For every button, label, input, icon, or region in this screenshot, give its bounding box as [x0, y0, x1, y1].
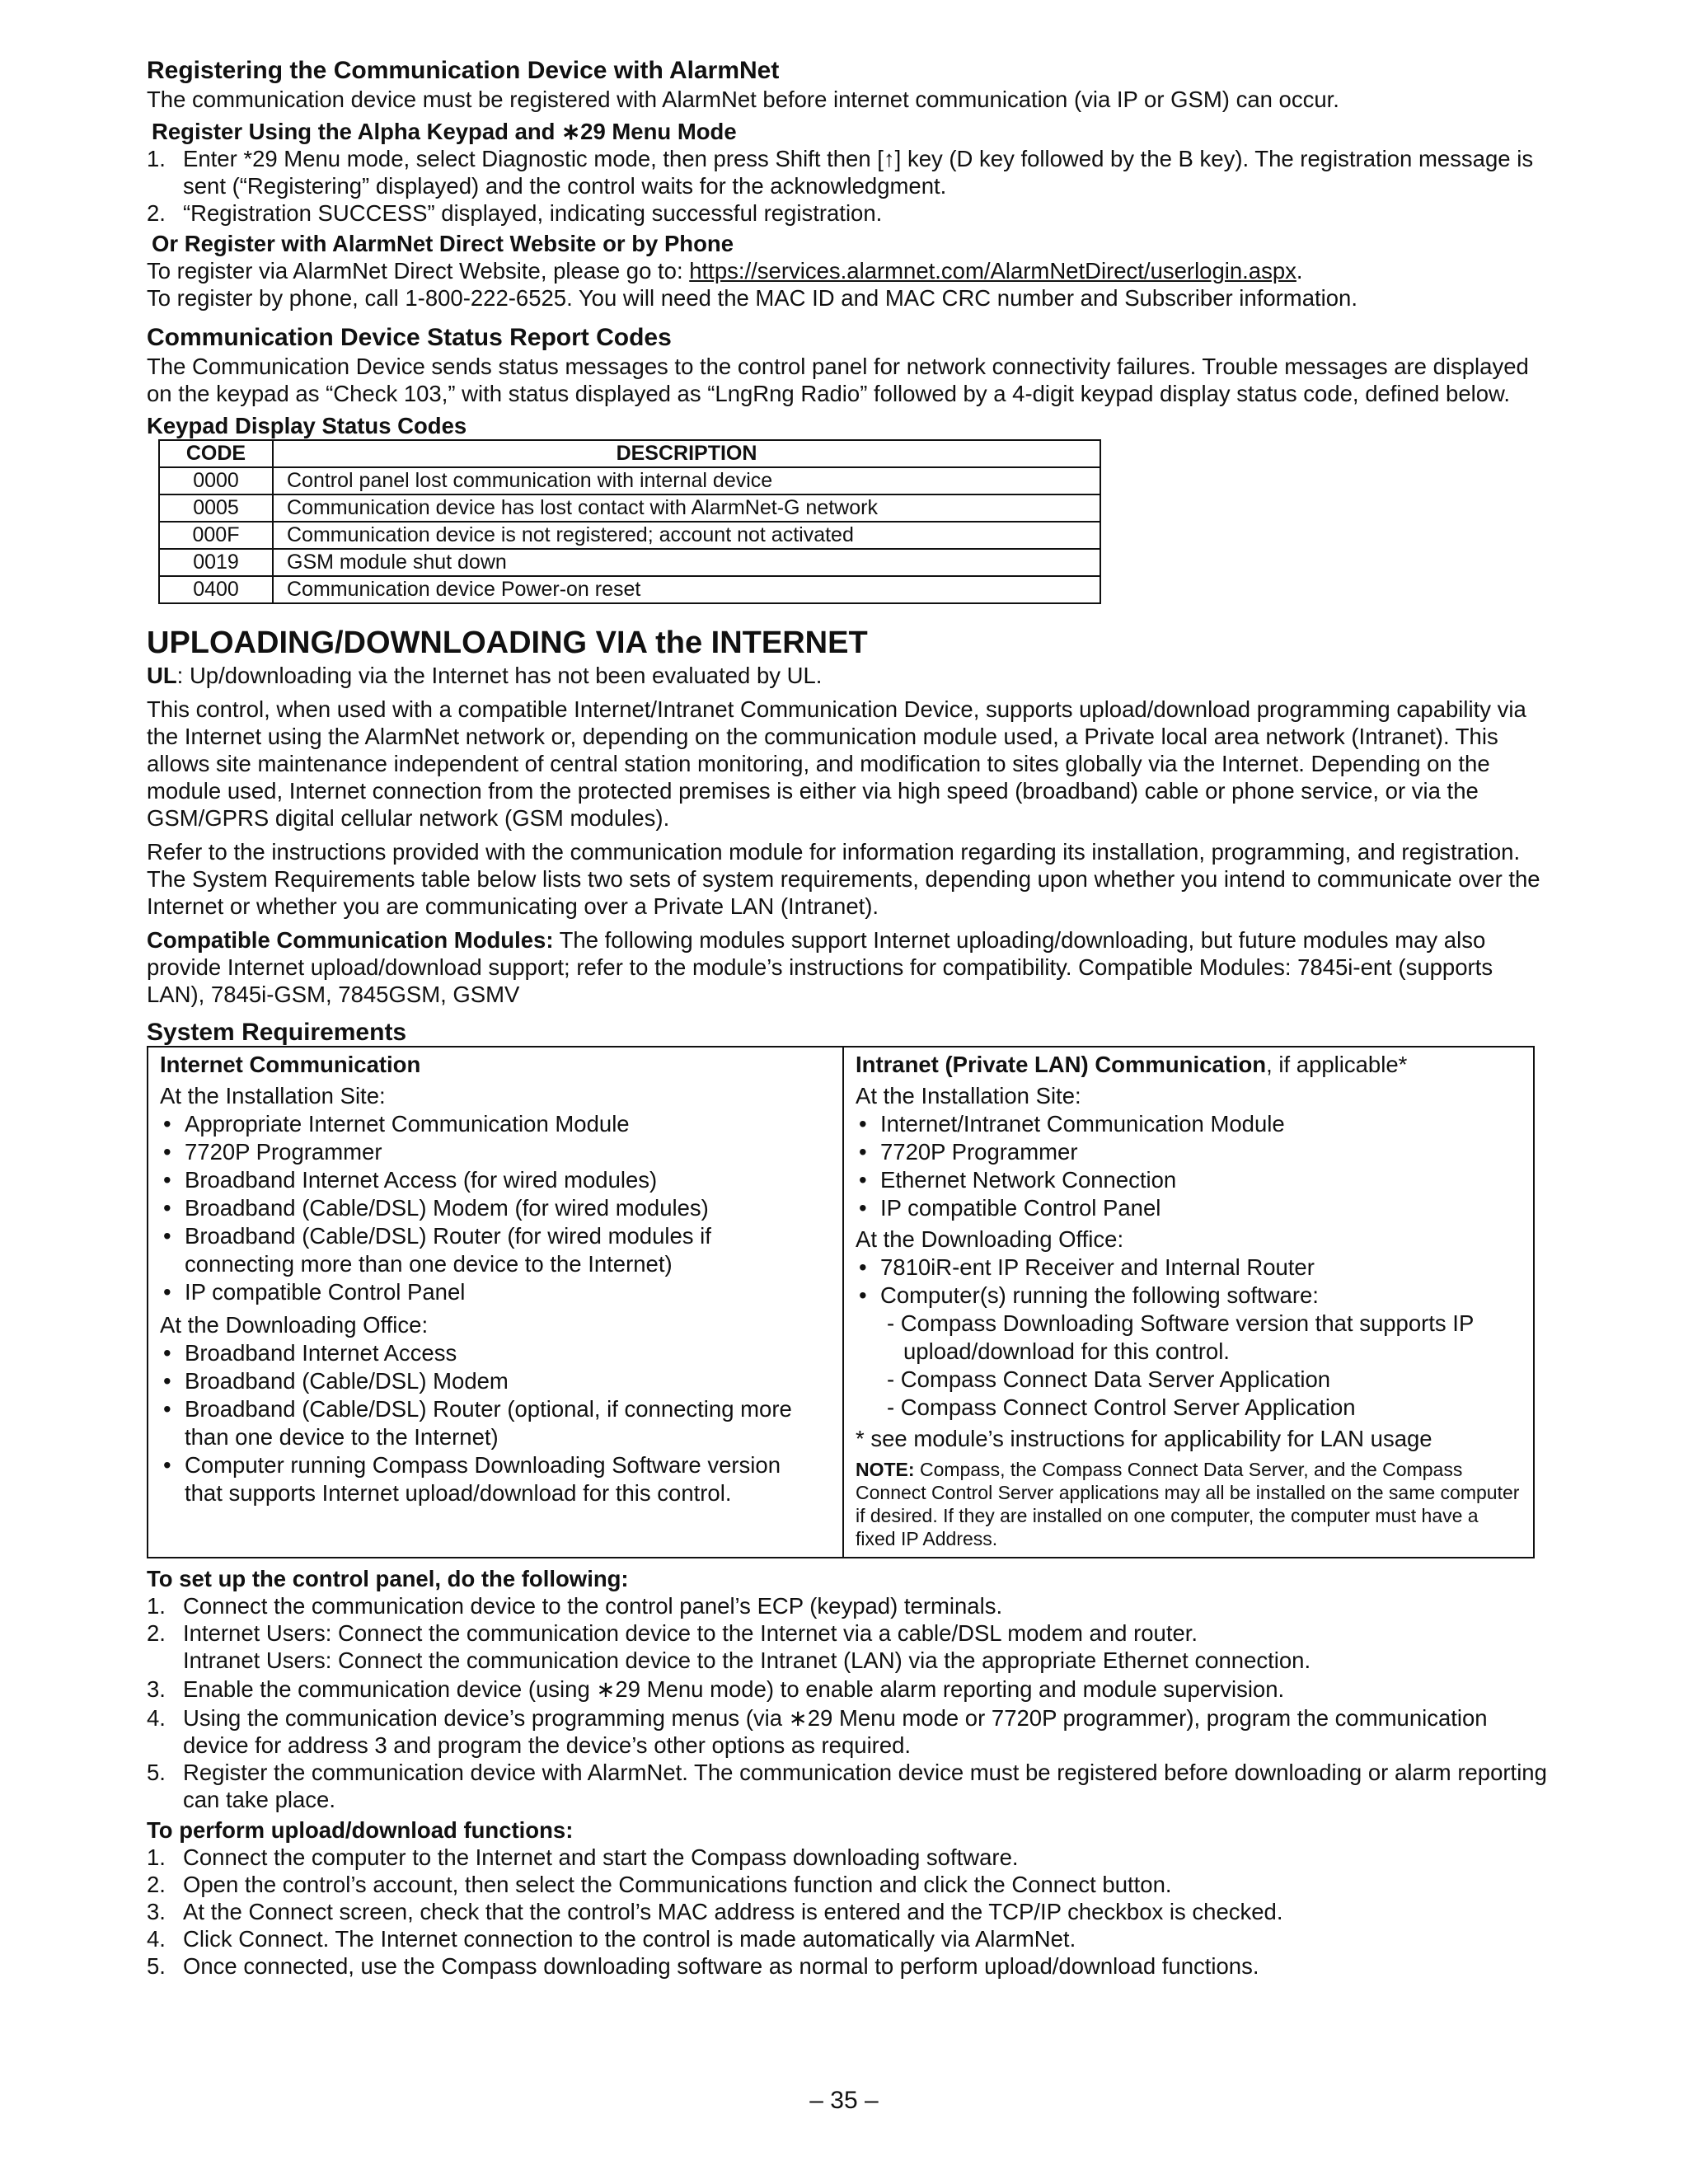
list-item: • Broadband (Cable/DSL) Router (for wired modules if connecting more than one device to the Internet): [160, 1222, 831, 1278]
keypad-codes-title: Keypad Display Status Codes: [147, 413, 467, 438]
web-register-text: To register via AlarmNet Direct Website, please go to: https://services.alarmnet.com/AlarmNetDirect/userlogin.aspx.: [147, 258, 1303, 284]
software-item: - Compass Connect Control Server Application: [887, 1394, 1356, 1420]
internet-site-label: At the Installation Site:: [160, 1083, 386, 1108]
table-row: 0005 Communication device has lost contact with AlarmNet-G network: [159, 494, 1100, 522]
phone-register-text: To register by phone, call 1-800-222-6525. You will need the MAC ID and MAC CRC number and Subscriber information.: [147, 285, 1357, 311]
description-column-header: DESCRIPTION: [273, 440, 1100, 467]
list-item: 2. Internet Users: Connect the communication device to the Internet via a cable/DSL modem and router. Intranet Users: Connect the communication device to the Intranet (LAN) via the appropriate Ethernet connection.: [147, 1620, 1311, 1673]
software-item: - Compass Downloading Software version that supports IP upload/download for this control.: [887, 1310, 1474, 1364]
compass-note: NOTE: Compass, the Compass Connect Data Server, and the Compass Connect Control Server applications may all be installed on the same computer if desired. If they are installed on one computer, the computer must have a fixed IP Address.: [856, 1459, 1520, 1549]
status-codes-table: [158, 439, 1101, 604]
list-item: • Ethernet Network Connection: [856, 1166, 1522, 1194]
intranet-site-list: [856, 1110, 1522, 1222]
list-item: • Broadband (Cable/DSL) Modem (for wired modules): [160, 1194, 831, 1222]
list-item: • IP compatible Control Panel: [160, 1278, 831, 1306]
list-item: • IP compatible Control Panel: [856, 1194, 1522, 1222]
list-item: • Broadband Internet Access: [160, 1339, 831, 1367]
list-item: • Appropriate Internet Communication Module: [160, 1110, 831, 1138]
status-codes-intro: The Communication Device sends status messages to the control panel for network connectivity failures. Trouble messages are displayed on the keypad as “Check 103,” with status displayed as “LngRng Radio” followed by a 4-digit keypad display status code, defined below.: [147, 354, 1529, 406]
list-item: • Broadband Internet Access (for wired modules): [160, 1166, 831, 1194]
software-item: - Compass Connect Data Server Application: [887, 1366, 1331, 1392]
list-item: 1. Enter *29 Menu mode, select Diagnostic mode, then press Shift then [↑] key (D key followed by the B key). The registration message is sent (“Registering” displayed) and the control waits for the acknowledgment.: [147, 146, 1534, 199]
keypad-register-title: Register Using the Alpha Keypad and ∗29 Menu Mode: [152, 119, 737, 144]
ul-note: UL: Up/downloading via the Internet has not been evaluated by UL.: [147, 663, 823, 688]
list-item: • Broadband (Cable/DSL) Router (optional, if connecting more than one device to the Internet): [160, 1395, 831, 1451]
list-item: 4. Click Connect. The Internet connection to the control is made automatically via AlarmNet.: [147, 1926, 1076, 1952]
internet-column-header: Internet Communication: [160, 1052, 421, 1077]
intranet-office-label: At the Downloading Office:: [856, 1226, 1124, 1252]
table-row: 000F Communication device is not registered; account not activated: [159, 522, 1100, 549]
list-item: 2. “Registration SUCCESS” displayed, indicating successful registration.: [147, 200, 883, 226]
code-column-header: CODE: [159, 440, 273, 467]
system-requirements-title: System Requirements: [147, 1019, 407, 1046]
table-row: 0000 Control panel lost communication with internal device: [159, 467, 1100, 494]
status-codes-title: Communication Device Status Report Codes: [147, 324, 672, 351]
list-item: • 7720P Programmer: [856, 1138, 1522, 1166]
list-item: • Broadband (Cable/DSL) Modem: [160, 1367, 831, 1395]
internet-office-list: [160, 1339, 831, 1507]
table-row: 0019 GSM module shut down: [159, 549, 1100, 576]
intranet-office-list: [856, 1254, 1522, 1310]
internet-site-list: [160, 1110, 831, 1306]
list-item: 5. Register the communication device with AlarmNet. The communication device must be registered before downloading or alarm reporting can take place.: [147, 1760, 1547, 1812]
upload-title: To perform upload/download functions:: [147, 1817, 574, 1843]
table-row: 0400 Communication device Power-on reset: [159, 576, 1100, 603]
compatible-modules: Compatible Communication Modules: The following modules support Internet uploading/downloading, but future modules may also provide Internet upload/download support; refer to the module’s instructions for compatibility. Compatible Modules: 7845i-ent (supports LAN), 7845i-GSM, 7845GSM, GSMV: [147, 927, 1493, 1007]
registering-title: Registering the Communication Device with AlarmNet: [147, 57, 780, 84]
list-item: 1. Connect the computer to the Internet and start the Compass downloading software.: [147, 1844, 1019, 1870]
internet-office-label: At the Downloading Office:: [160, 1312, 429, 1338]
web-register-title: Or Register with AlarmNet Direct Website or by Phone: [152, 231, 734, 256]
list-item: 1. Connect the communication device to the control panel’s ECP (keypad) terminals.: [147, 1593, 1003, 1619]
list-item: 4. Using the communication device’s programming menus (via ∗29 Menu mode or 7720P programmer), program the communication device for address 3 and program the device’s other options as required.: [147, 1705, 1488, 1758]
setup-steps: [147, 1592, 1548, 1813]
list-item: • 7810iR-ent IP Receiver and Internal Router: [856, 1254, 1522, 1282]
alarmnet-direct-link[interactable]: https://services.alarmnet.com/AlarmNetDirect/userlogin.aspx: [689, 258, 1296, 284]
list-item: • Internet/Intranet Communication Module: [856, 1110, 1522, 1138]
registering-intro: The communication device must be registered with AlarmNet before internet communication (via IP or GSM) can occur.: [147, 87, 1339, 112]
document-page: [147, 56, 1548, 1980]
keypad-register-steps: [147, 145, 1548, 227]
uploading-title: UPLOADING/DOWNLOADING VIA the INTERNET: [147, 626, 868, 660]
lan-footnote: * see module’s instructions for applicability for LAN usage: [856, 1426, 1432, 1451]
list-item: • 7720P Programmer: [160, 1138, 831, 1166]
intranet-column-header: Intranet (Private LAN) Communication, if applicable*: [856, 1052, 1408, 1077]
list-item: 5. Once connected, use the Compass downloading software as normal to perform upload/download functions.: [147, 1953, 1259, 1979]
setup-title: To set up the control panel, do the following:: [147, 1566, 629, 1591]
upload-steps: [147, 1844, 1548, 1980]
uploading-paragraph-2: Refer to the instructions provided with the communication module for information regarding its installation, programming, and registration. The System Requirements table below lists two sets of system requirements, depending upon whether you intend to communicate over the Internet or whether you are communicating over a Private LAN (Intranet).: [147, 839, 1540, 919]
page-number: – 35 –: [809, 2087, 879, 2114]
table-header-row: [159, 440, 1100, 467]
intranet-site-label: At the Installation Site:: [856, 1083, 1081, 1108]
list-item: 3. At the Connect screen, check that the control’s MAC address is entered and the TCP/IP checkbox is checked.: [147, 1899, 1283, 1924]
internet-column: [148, 1047, 844, 1557]
system-requirements-table: [147, 1046, 1535, 1558]
list-item: • Computer running Compass Downloading Software version that supports Internet upload/download for this control.: [160, 1451, 831, 1507]
uploading-paragraph-1: This control, when used with a compatible Internet/Intranet Communication Device, supports upload/download programming capability via the Internet using the AlarmNet network or, depending on the communication module used, a Private local area network (Intranet). This allows site maintenance independent of central station monitoring, and modification to sites globally via the Internet. Depending on the module used, Internet connection from the protected premises is either via high speed (broadband) cable or phone service, or via the GSM/GPRS digital cellular network (GSM modules).: [147, 696, 1526, 831]
list-item: 2. Open the control’s account, then select the Communications function and click the Connect button.: [147, 1872, 1172, 1897]
intranet-column: [844, 1047, 1533, 1557]
list-item: 3. Enable the communication device (using ∗29 Menu mode) to enable alarm reporting and module supervision.: [147, 1676, 1285, 1702]
list-item: • Computer(s) running the following software:: [856, 1282, 1522, 1310]
